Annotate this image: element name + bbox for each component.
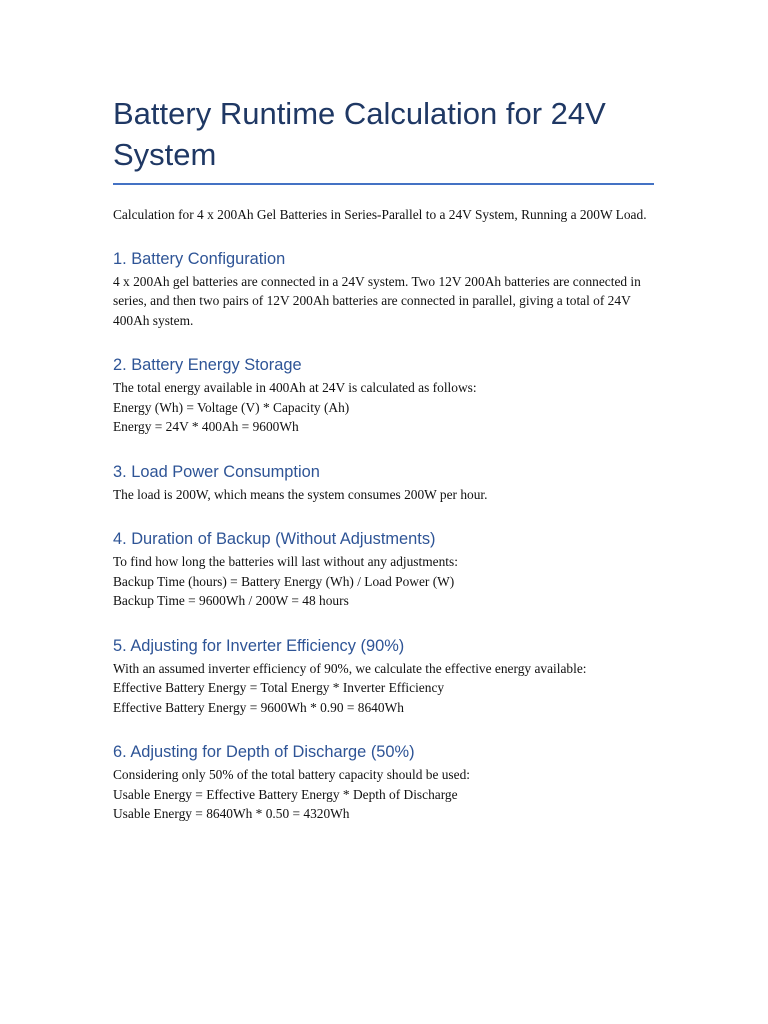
- section-depth-of-discharge: [113, 742, 655, 824]
- formula-line: Energy (Wh) = Voltage (V) * Capacity (Ah): [113, 399, 350, 415]
- section-battery-energy-storage: [113, 355, 655, 437]
- body-text: To find how long the batteries will last without any adjustments:: [113, 554, 458, 569]
- body-text: Considering only 50% of the total battery capacity should be used:: [113, 767, 471, 782]
- section-load-power-consumption: [113, 462, 655, 505]
- section-body: [113, 272, 655, 331]
- section-body: [113, 552, 655, 611]
- section-body: [113, 765, 655, 824]
- section-heading: 1. Battery Configuration: [113, 249, 286, 268]
- section-heading: 3. Load Power Consumption: [113, 462, 320, 481]
- formula-line: Usable Energy = 8640Wh * 0.50 = 4320Wh: [113, 806, 350, 821]
- intro-paragraph: Calculation for 4 x 200Ah Gel Batteries in Series-Parallel to a 24V System, Running a 200W Load.: [113, 207, 647, 222]
- body-text: 4 x 200Ah gel batteries are connected in a 24V system. Two 12V 200Ah batteries are connected in series, and then two pairs of 12V 200Ah batteries are connected in parallel, giving a total of 24V 400Ah system.: [113, 273, 641, 328]
- section-inverter-efficiency: [113, 636, 655, 718]
- formula-line: Effective Battery Energy = 9600Wh * 0.90 = 8640Wh: [113, 699, 404, 715]
- section-duration-of-backup: [113, 529, 655, 611]
- formula-line: Backup Time (hours) = Battery Energy (Wh) / Load Power (W): [113, 573, 455, 589]
- section-battery-configuration: [113, 249, 655, 331]
- section-body: [113, 659, 655, 718]
- section-heading: 4. Duration of Backup (Without Adjustments): [113, 530, 436, 548]
- section-body: [113, 378, 655, 437]
- section-heading: 5. Adjusting for Inverter Efficiency (90%): [113, 636, 405, 655]
- section-heading: 2. Battery Energy Storage: [113, 356, 302, 374]
- formula-line: Energy = 24V * 400Ah = 9600Wh: [113, 419, 299, 434]
- formula-line: Effective Battery Energy = Total Energy * Inverter Efficiency: [113, 680, 445, 695]
- formula-line: Usable Energy = Effective Battery Energy * Depth of Discharge: [113, 786, 458, 802]
- body-text: With an assumed inverter efficiency of 90%, we calculate the effective energy available:: [113, 660, 587, 676]
- document-title: Battery Runtime Calculation for 24V System: [113, 93, 654, 185]
- body-text: The load is 200W, which means the system consumes 200W per hour.: [113, 486, 488, 502]
- body-text: The total energy available in 400Ah at 24V is calculated as follows:: [113, 380, 477, 395]
- section-body: [113, 485, 655, 505]
- formula-line: Backup Time = 9600Wh / 200W = 48 hours: [113, 593, 349, 608]
- section-heading: 6. Adjusting for Depth of Discharge (50%): [113, 743, 415, 761]
